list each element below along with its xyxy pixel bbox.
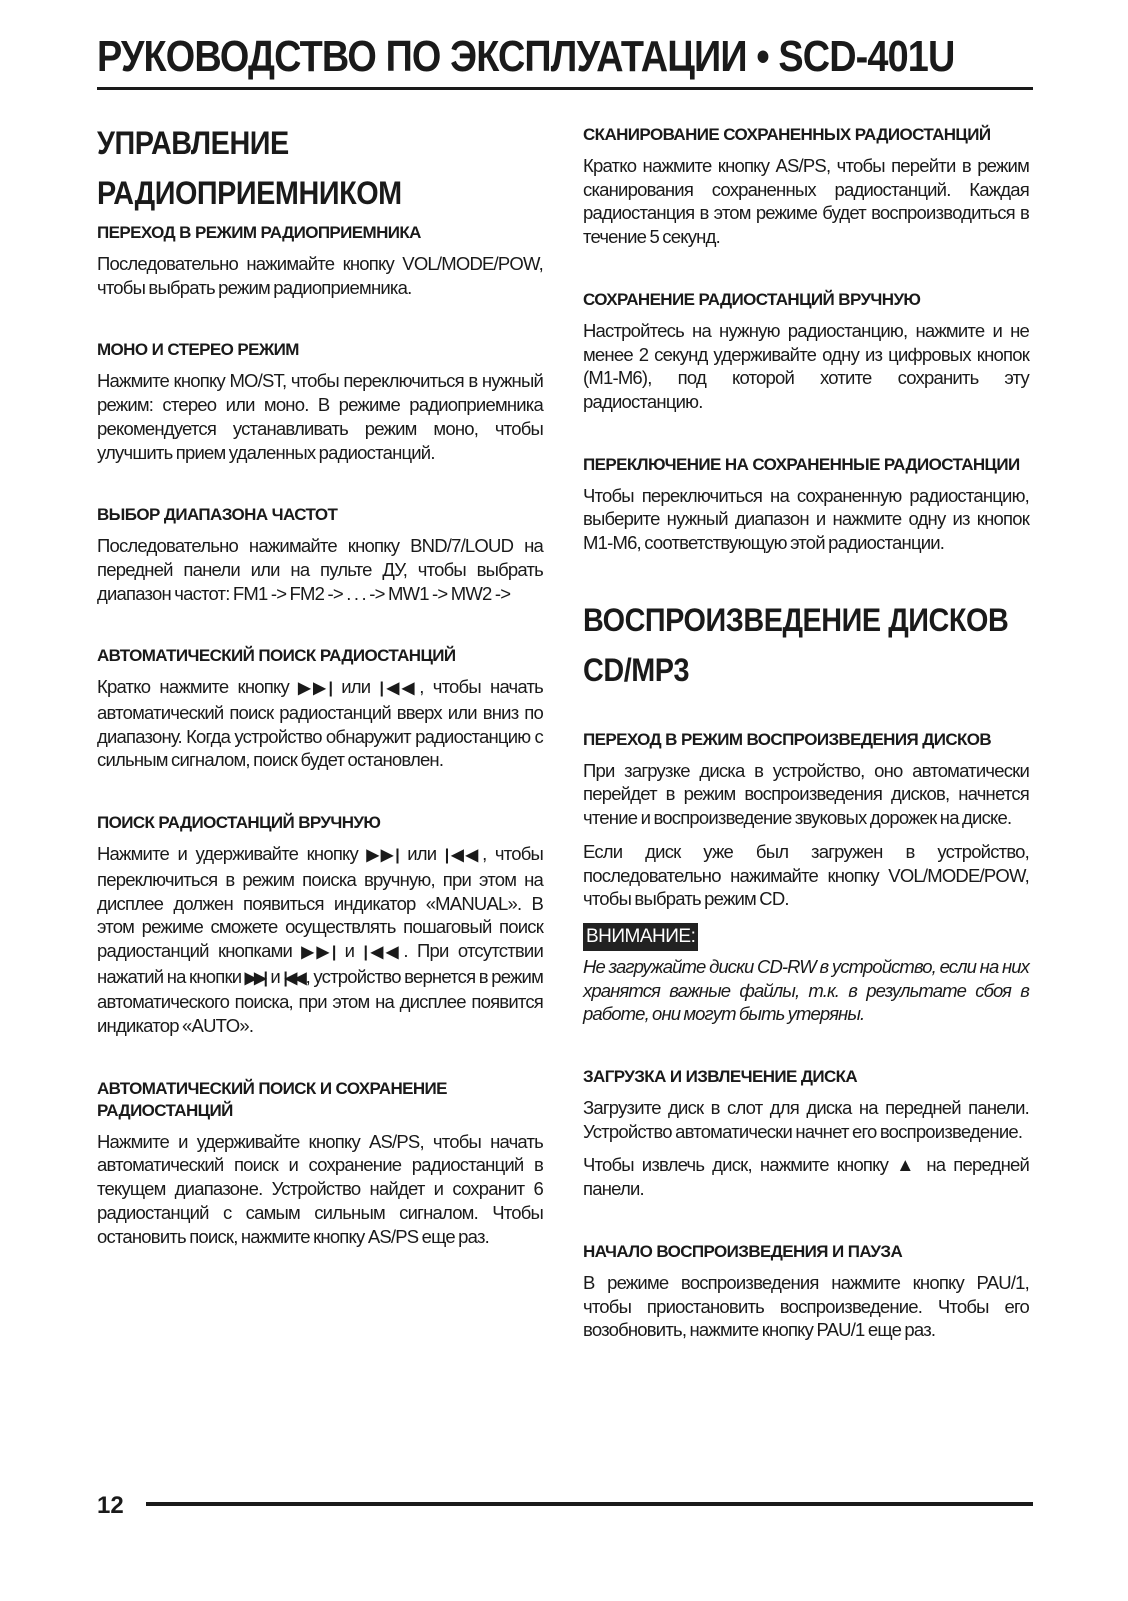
subheading-disc-mode: ПЕРЕХОД В РЕЖИМ ВОСПРОИЗВЕДЕНИЯ ДИСКОВ xyxy=(583,729,992,749)
warning-text: Не загружайте диски CD-RW в устройство, если на них хранятся важные файлы, т.к. в результате сбоя в работе, они могут быть утеряны. xyxy=(583,955,1029,1025)
paragraph-store-manual: Настройтесь на нужную радиостанцию, нажмите и не менее 2 секунд удерживайте одну из цифровых кнопок (M1-M6), под которой хотите сохранить эту радиостанцию. xyxy=(583,319,1029,412)
subheading-store-manual: СОХРАНЕНИЕ РАДИОСТАНЦИЙ ВРУЧНУЮ xyxy=(583,289,921,309)
next-track-icon: ▶▶| xyxy=(301,943,334,961)
subheading-manual-search: ПОИСК РАДИОСТАНЦИЙ ВРУЧНУЮ xyxy=(97,813,381,833)
subheading-scan-presets: СКАНИРОВАНИЕ СОХРАНЕННЫХ РАДИОСТАНЦИЙ xyxy=(583,125,991,144)
subheading-switch-preset: ПЕРЕКЛЮЧЕНИЕ НА СОХРАНЕННЫЕ РАДИОСТАНЦИИ xyxy=(583,454,1020,474)
paragraph-disc-mode-2: Если диск уже был загружен в устройство, последовательно нажимайте кнопку VOL/MODE/POW, чтобы выбрать режим CD. xyxy=(583,840,1029,910)
subheading-auto-store xyxy=(97,1078,543,1122)
eject-icon: ▲ xyxy=(896,1154,919,1176)
paragraph-auto-store: Нажмите и удерживайте кнопку AS/PS, чтобы начать автоматический поиск и сохранение радиостанций в текущем диапазоне. Устройство найдет и сохранит 6 радиостанций с самым сильным сигналом. Чтобы остановить поиск, нажмите кнопку AS/PS еще раз. xyxy=(97,1130,543,1247)
subheading-band-select: ВЫБОР ДИАПАЗОНА ЧАСТОТ xyxy=(97,505,338,525)
prev-track-icon: |◀◀ xyxy=(283,969,304,987)
paragraph-band-select: Последовательно нажимайте кнопку BND/7/LOUD на передней панели или на пульте ДУ, чтобы выбрать диапазон частот: FM1 -> FM2 -> . . . -> MW1 -> MW2 -> xyxy=(97,535,543,604)
next-track-icon: ▶▶| xyxy=(366,847,397,865)
paragraph-load-eject-2 xyxy=(583,1153,1029,1200)
section-title-disc-line2: CD/MP3 xyxy=(583,651,690,688)
section-title-radio-line2: РАДИОПРИЕМНИКОМ xyxy=(97,175,402,211)
page-header-title: РУКОВОДСТВО ПО ЭКСПЛУАТАЦИИ • SCD-401U xyxy=(97,32,955,81)
load-eject-text-2a: Чтобы извлечь диск, нажмите кнопку xyxy=(583,1154,889,1176)
page-number: 12 xyxy=(97,1492,124,1519)
manual-search-text-7: , устройство вернется в режим автоматического поиска, при этом на дисплее появится индикатор «AUTO». xyxy=(97,965,544,1037)
next-track-icon: ▶▶| xyxy=(298,680,330,698)
load-eject-text-2b: на передней панели. xyxy=(583,1154,1030,1200)
section-title-disc-line1: ВОСПРОИЗВЕДЕНИЕ ДИСКОВ xyxy=(583,601,1009,638)
prev-track-icon: |◀◀ xyxy=(444,847,481,865)
paragraph-mono-stereo: Нажмите кнопку MO/ST, чтобы переключиться в нужный режим: стерео или моно. В режиме радиоприемника рекомендуется устанавливать режим моно, чтобы улучшить прием удаленных радиостанций. xyxy=(97,370,543,463)
manual-search-text-6: и xyxy=(270,965,280,987)
paragraph-switch-preset: Чтобы переключиться на сохраненную радиостанцию, выберите нужный диапазон и нажмите одну из кнопок M1-M6, соответствующую этой радиостанции. xyxy=(583,484,1029,554)
left-column xyxy=(97,118,543,1248)
manual-search-text-3: , чтобы переключиться в режим поиска вручную, при этом на дисплее должен появиться индикатор «MANUAL». В этом режиме сможете осуществлять пошаговый поиск радиостанций кнопками xyxy=(97,843,544,961)
subheading-load-eject: ЗАГРУЗКА И ИЗВЛЕЧЕНИЕ ДИСКА xyxy=(583,1067,858,1087)
manual-search-text-2: или xyxy=(407,843,437,865)
subheading-auto-store-line2: РАДИОСТАНЦИЙ xyxy=(97,1100,233,1120)
section-title-radio-line1: УПРАВЛЕНИЕ xyxy=(97,125,289,161)
prev-track-icon: |◀◀ xyxy=(363,943,402,961)
subheading-mono-stereo: МОНО И СТЕРЕО РЕЖИМ xyxy=(97,340,299,360)
warning-label: ВНИМАНИЕ: xyxy=(583,923,698,951)
auto-search-text-3: , чтобы начать автоматический поиск радиостанций вверх или вниз по диапазону. Когда устройство обнаружит радиостанцию с сильным сигналом, поиск будет остановлен. xyxy=(97,676,543,771)
paragraph-manual-search xyxy=(97,842,543,1038)
auto-search-text-2: или xyxy=(341,676,371,698)
manual-search-text-4: и xyxy=(344,939,355,961)
paragraph-radio-mode: Последовательно нажимайте кнопку VOL/MODE/POW, чтобы выбрать режим радиоприемника. xyxy=(97,253,543,298)
section-title-radio xyxy=(97,118,498,218)
paragraph-disc-mode-1: При загрузке диска в устройство, оно автоматически перейдет в режим воспроизведения дисков, начнется чтение и воспроизведение звуковых дорожек на диске. xyxy=(583,759,1029,829)
subheading-auto-store-line1: АВТОМАТИЧЕСКИЙ ПОИСК И СОХРАНЕНИЕ xyxy=(97,1078,447,1098)
subheading-radio-mode: ПЕРЕХОД В РЕЖИМ РАДИОПРИЕМНИКА xyxy=(97,223,421,242)
paragraph-scan-presets: Кратко нажмите кнопку AS/PS, чтобы перейти в режим сканирования сохраненных радиостанций. Каждая радиостанция в этом режиме будет воспроизводиться в течение 5 секунд. xyxy=(583,155,1029,248)
footer-divider xyxy=(146,1502,1033,1506)
manual-search-text-5: . При отсутствии нажатий на кнопки xyxy=(97,939,543,987)
subheading-play-pause: НАЧАЛО ВОСПРОИЗВЕДЕНИЯ И ПАУЗА xyxy=(583,1241,903,1261)
auto-search-text-1: Кратко нажмите кнопку xyxy=(97,676,289,698)
paragraph-load-eject-1: Загрузите диск в слот для диска на передней панели. Устройство автоматически начнет его воспроизведение. xyxy=(583,1097,1029,1142)
manual-search-text-1: Нажмите и удерживайте кнопку xyxy=(97,843,358,865)
right-column xyxy=(583,124,1029,1342)
next-track-icon: ▶▶| xyxy=(244,969,265,987)
section-title-disc xyxy=(583,595,1009,695)
subheading-auto-search: АВТОМАТИЧЕСКИЙ ПОИСК РАДИОСТАНЦИЙ xyxy=(97,646,456,666)
paragraph-play-pause: В режиме воспроизведения нажмите кнопку PAU/1, чтобы приостановить воспроизведение. Чтобы его возобновить, нажмите кнопку PAU/1 еще раз. xyxy=(583,1271,1029,1341)
header-divider xyxy=(97,87,1033,90)
paragraph-auto-search xyxy=(97,675,543,772)
prev-track-icon: |◀◀ xyxy=(379,680,418,698)
